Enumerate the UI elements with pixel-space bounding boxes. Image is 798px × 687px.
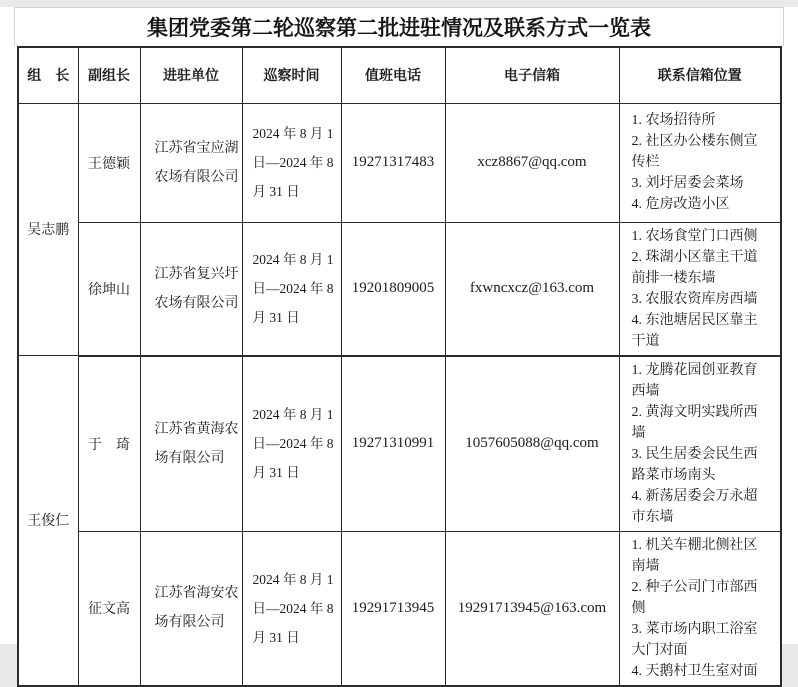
location-item: 3. 民生居委会民生西路菜市场南头 [631, 446, 758, 483]
unit-cell: 江苏省海安农场有限公司 [140, 531, 242, 686]
header-cell-email: 电子信箱 [445, 47, 619, 103]
location-item: 4. 危房改造小区 [631, 197, 730, 212]
unit-cell: 江苏省宝应湖农场有限公司 [140, 103, 242, 222]
page-title: 集团党委第二轮巡察第二批进驻情况及联系方式一览表 [147, 16, 651, 40]
header-cell-leader: 组 长 [18, 47, 78, 103]
table-row [18, 356, 781, 532]
location-item: 2. 种子公司门市部西侧 [631, 579, 758, 616]
location-item: 1. 龙腾花园创亚教育西墙 [631, 362, 758, 399]
header-cell-time: 巡察时间 [242, 47, 341, 103]
location-item: 3. 菜市场内职工浴室大门对面 [631, 621, 758, 658]
location-item: 2. 黄海文明实践所西墙 [631, 404, 758, 441]
header-cell-locations: 联系信箱位置 [619, 47, 781, 103]
header-cell-deputy: 副组长 [78, 47, 140, 103]
phone-cell: 19201809005 [341, 222, 445, 356]
deputy-cell: 于 琦 [78, 356, 140, 532]
email-cell: 1057605088@qq.com [445, 356, 619, 532]
email-cell: fxwncxcz@163.com [445, 222, 619, 356]
location-item: 3. 农服农资库房西墙 [631, 291, 758, 307]
time-cell: 2024 年 8 月 1 日—2024 年 8 月 31 日 [242, 222, 341, 356]
document-page [0, 7, 798, 679]
location-item: 4. 天鹅村卫生室对面 [631, 663, 758, 679]
location-item: 2. 珠湖小区靠主干道前排一楼东墙 [631, 249, 758, 286]
unit-cell: 江苏省复兴圩农场有限公司 [140, 222, 242, 356]
header-cell-unit: 进驻单位 [140, 47, 242, 103]
table-header-row [18, 47, 781, 103]
leader-cell: 吴志鹏 [18, 103, 78, 356]
location-item: 1. 机关车棚北侧社区南墙 [631, 537, 758, 574]
phone-cell: 19271317483 [341, 103, 445, 222]
phone-cell: 19271310991 [341, 356, 445, 532]
locations-cell [619, 531, 781, 686]
time-cell: 2024 年 8 月 1 日—2024 年 8 月 31 日 [242, 103, 341, 222]
location-item: 1. 农场食堂门口西侧 [631, 228, 758, 244]
locations-cell [619, 222, 781, 356]
location-item: 1. 农场招待所 [631, 113, 716, 128]
locations-cell [619, 356, 781, 532]
deputy-cell: 徐坤山 [78, 222, 140, 356]
title-area [14, 7, 784, 46]
deputy-cell: 征文高 [78, 531, 140, 686]
table-row [18, 103, 781, 222]
location-item: 2. 社区办公楼东侧宣传栏 [631, 134, 758, 170]
header-cell-phone: 值班电话 [341, 47, 445, 103]
unit-cell: 江苏省黄海农场有限公司 [140, 356, 242, 532]
table-row [18, 531, 781, 686]
inspection-table [17, 46, 782, 687]
phone-cell: 19291713945 [341, 531, 445, 686]
locations-cell [619, 103, 781, 222]
table-row [18, 222, 781, 356]
location-item: 3. 刘圩居委会菜场 [631, 176, 744, 191]
time-cell: 2024 年 8 月 1 日—2024 年 8 月 31 日 [242, 531, 341, 686]
location-item: 4. 新荡居委会万永超市东墙 [631, 488, 758, 525]
leader-cell: 王俊仁 [18, 356, 78, 686]
location-item: 4. 东池塘居民区靠主干道 [631, 312, 758, 349]
time-cell: 2024 年 8 月 1 日—2024 年 8 月 31 日 [242, 356, 341, 532]
deputy-cell: 王德颖 [78, 103, 140, 222]
email-cell: xcz8867@qq.com [445, 103, 619, 222]
email-cell: 19291713945@163.com [445, 531, 619, 686]
